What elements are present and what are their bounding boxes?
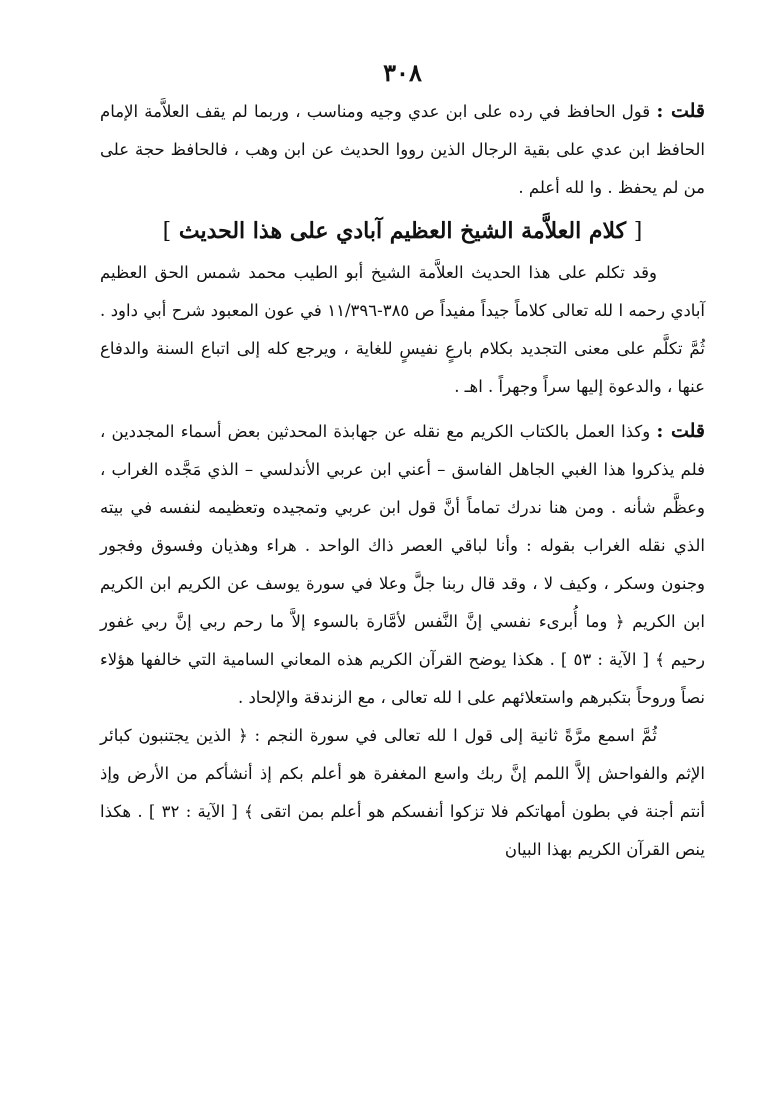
paragraph-1-text: قول الحافظ في رده على ابن عدي وجيه ومناسب ، وربما لم يقف العلاَّمة الإمام الحافظ ابن عدي على بقية الرجال الذين رووا الحديث عن ابن وهب ، فالحافظ حجة على من لم يحفظ . وا لله أعلم . [100,102,705,197]
qultu-label-2: قلت : [656,420,705,442]
book-page [100,58,705,869]
section-heading [100,209,705,254]
paragraph-2 [100,254,705,406]
qultu-label-1: قلت : [656,100,705,122]
paragraph-3 [100,412,705,717]
heading-text: كلام العلاَّمة الشيخ العظيم آبادي على هذا الحديث [178,218,627,244]
paragraph-3-text: وكذا العمل بالكتاب الكريم مع نقله عن جهابذة المحدثين بعض أسماء المجددين ، فلم يذكروا هذا الغبي الجاهل الفاسق – أعني ابن عربي الأندلسي – الذي مَجَّده الغراب ، وعظَّم شأنه . ومن هنا ندرك تماماً أنَّ قول ابن عربي وتمجيده وتعظيمه لنفسه في بيته الذي نقله الغراب بقوله : وأنا لباقي العصر ذاك الواحد . هراء وهذيان وفسوق وفجور وجنون وسكر ، وكيف لا ، وقد قال ربنا جلَّ وعلا في سورة يوسف عن الكريم ابن الكريم ابن الكريم ﴿ وما أُبرىء نفسي إنَّ النَّفس لأمَّارة بالسوء إلاَّ ما رحم ربي إنَّ ربي غفور رحيم ﴾ [ الآية : ٥٣ ] . هكذا يوضح القرآن الكريم هذه المعاني السامية التي خالفها هؤلاء نصاً وروحاً بتكبرهم واستعلائهم على ا لله تعالى ، مع الزندقة والإلحاد . [100,422,705,707]
heading-close-bracket: ] [162,219,172,244]
paragraph-2-text: وقد تكلم على هذا الحديث العلاَّمة الشيخ أبو الطيب محمد شمس الحق العظيم آبادي رحمه ا لله تعالى كلاماً جيداً مفيداً ص ٣٨٥-١١/٣٩٦ في عون المعبود شرح أبي داود . ثُمَّ تكلَّم على معنى التجديد بكلام بارعٍ نفيسٍ للغاية ، ويرجع كله إلى اتباع السنة والدفاع عنها ، والدعوة إليها سراً وجهراً . اهـ . [100,263,705,396]
paragraph-4-text: ثُمَّ اسمع مرَّةً ثانية إلى قول ا لله تعالى في سورة النجم : ﴿ الذين يجتنبون كبائر الإثم والفواحش إلاَّ اللمم إنَّ ربك واسع المغفرة هو أعلم بكم إذ أنشأكم من الأرض وإذ أنتم أجنة في بطون أمهاتكم فلا تزكوا أنفسكم هو أعلم بمن اتقى ﴾ [ الآية : ٣٢ ] . هكذا ينص القرآن الكريم بهذا البيان [100,726,705,859]
paragraph-1 [100,92,705,207]
paragraph-4 [100,717,705,869]
heading-open-bracket: [ [633,219,643,244]
page-number: ٣٠٨ [383,58,422,87]
